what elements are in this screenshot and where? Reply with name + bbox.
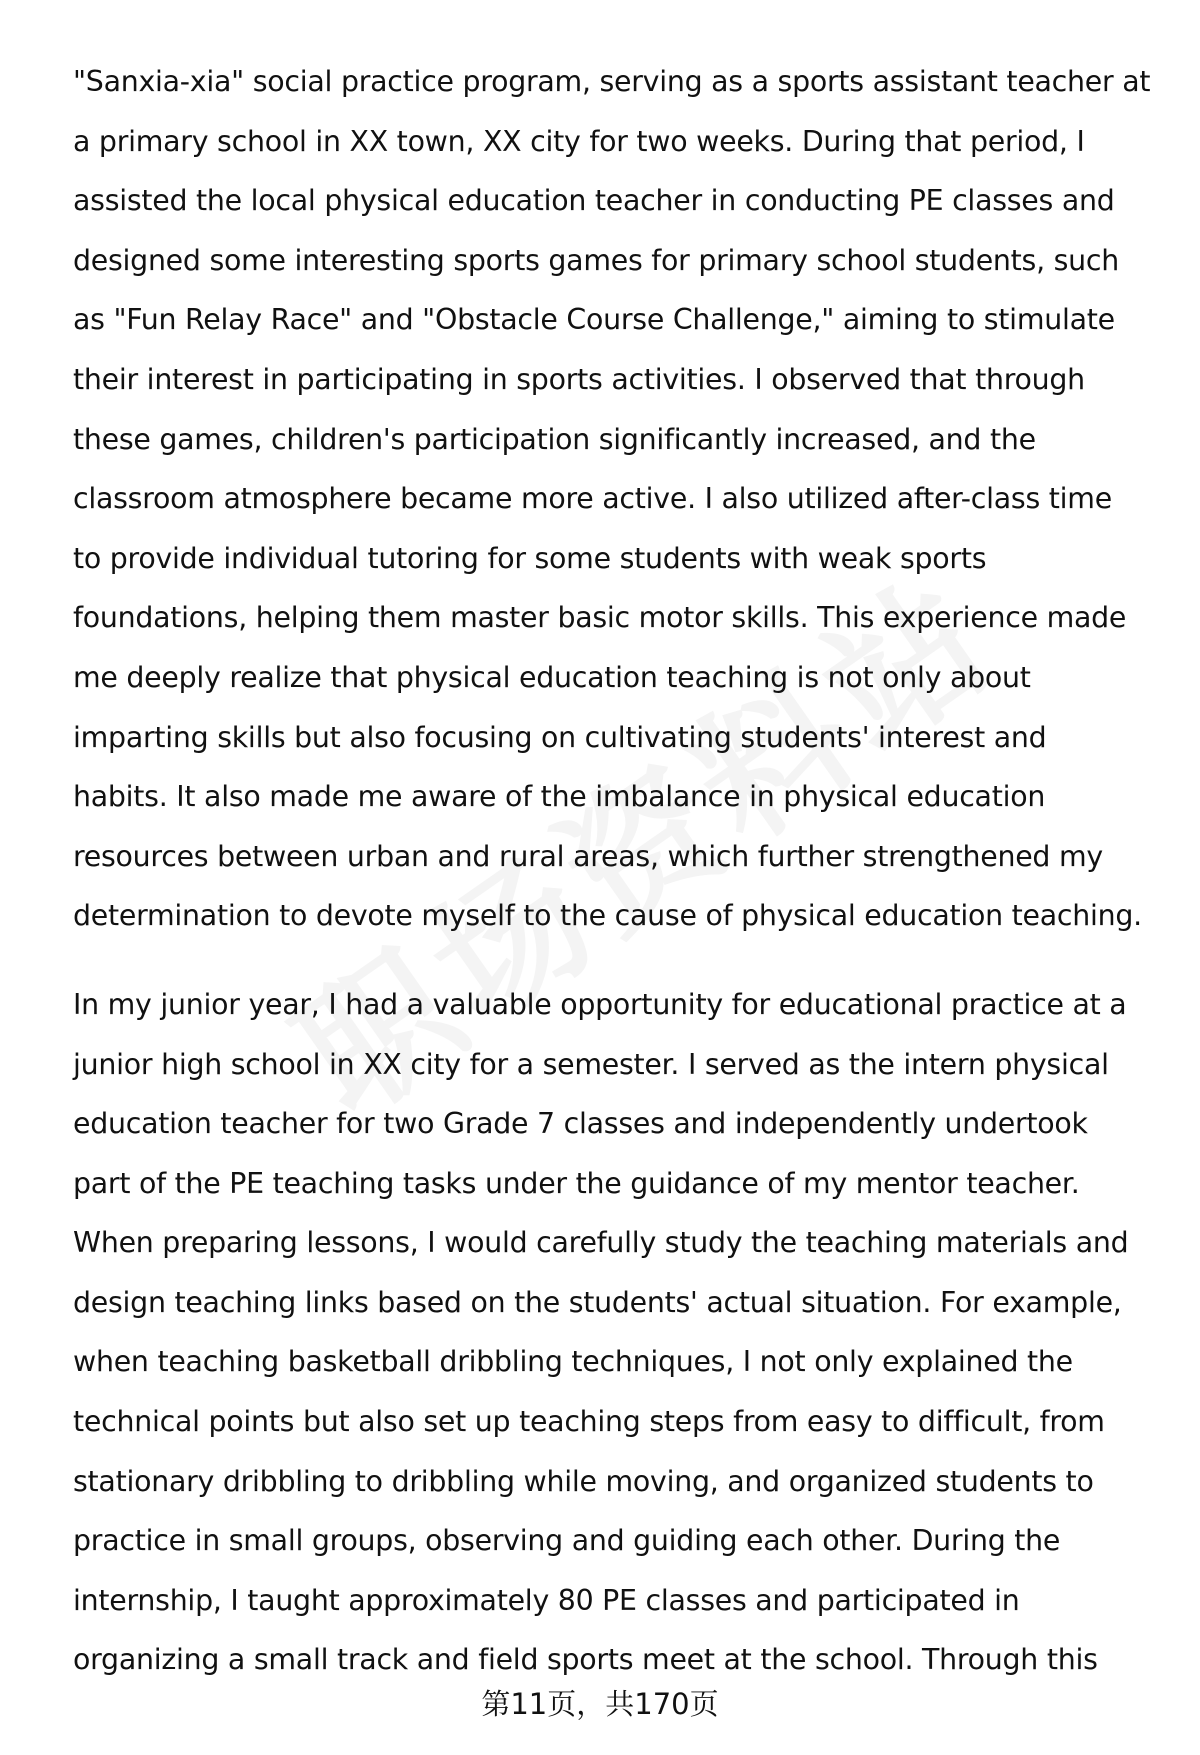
text-line: foundations, helping them master basic motor skills. This experience made bbox=[73, 601, 1127, 635]
page-number-footer: 第11页，共170页 bbox=[481, 1687, 719, 1721]
text-line: imparting skills but also focusing on cultivating students' interest and bbox=[73, 720, 1047, 754]
paragraph-1 bbox=[73, 52, 1173, 946]
text-line: education teacher for two Grade 7 classes and independently undertook bbox=[73, 1107, 1088, 1141]
text-line: organizing a small track and field sports meet at the school. Through this bbox=[73, 1643, 1098, 1677]
text-line: practice in small groups, observing and guiding each other. During the bbox=[73, 1524, 1061, 1558]
text-line: When preparing lessons, I would carefully study the teaching materials and bbox=[73, 1226, 1129, 1260]
text-line: habits. It also made me aware of the imbalance in physical education bbox=[73, 780, 1046, 814]
text-line: these games, children's participation significantly increased, and the bbox=[73, 422, 1036, 456]
paragraph-2 bbox=[73, 975, 1173, 1690]
text-line: classroom atmosphere became more active. I also utilized after-class time bbox=[73, 482, 1112, 516]
text-line: me deeply realize that physical education teaching is not only about bbox=[73, 660, 1031, 694]
text-line: internship, I taught approximately 80 PE classes and participated in bbox=[73, 1583, 1020, 1617]
text-line: technical points but also set up teaching steps from easy to difficult, from bbox=[73, 1405, 1105, 1439]
text-line: as "Fun Relay Race" and "Obstacle Course Challenge," aiming to stimulate bbox=[73, 303, 1115, 337]
text-line: designed some interesting sports games for primary school students, such bbox=[73, 243, 1120, 277]
text-line: stationary dribbling to dribbling while moving, and organized students to bbox=[73, 1464, 1094, 1498]
text-line: part of the PE teaching tasks under the guidance of my mentor teacher. bbox=[73, 1166, 1080, 1200]
text-line: "Sanxia-xia" social practice program, serving as a sports assistant teacher at bbox=[73, 65, 1151, 98]
text-line: when teaching basketball dribbling techniques, I not only explained the bbox=[73, 1345, 1073, 1379]
text-line: a primary school in XX town, XX city for two weeks. During that period, I bbox=[73, 124, 1085, 158]
text-line: In my junior year, I had a valuable opportunity for educational practice at a bbox=[73, 987, 1127, 1021]
text-line: assisted the local physical education teacher in conducting PE classes and bbox=[73, 184, 1115, 218]
text-line: junior high school in XX city for a semester. I served as the intern physical bbox=[73, 1047, 1109, 1081]
text-line: to provide individual tutoring for some students with weak sports bbox=[73, 541, 987, 575]
text-line: determination to devote myself to the cause of physical education teaching. bbox=[73, 899, 1142, 933]
text-line: resources between urban and rural areas, which further strengthened my bbox=[73, 839, 1103, 873]
document-body bbox=[73, 52, 1173, 1690]
text-line: design teaching links based on the students' actual situation. For example, bbox=[73, 1285, 1122, 1319]
text-line: their interest in participating in sports activities. I observed that through bbox=[73, 362, 1085, 396]
